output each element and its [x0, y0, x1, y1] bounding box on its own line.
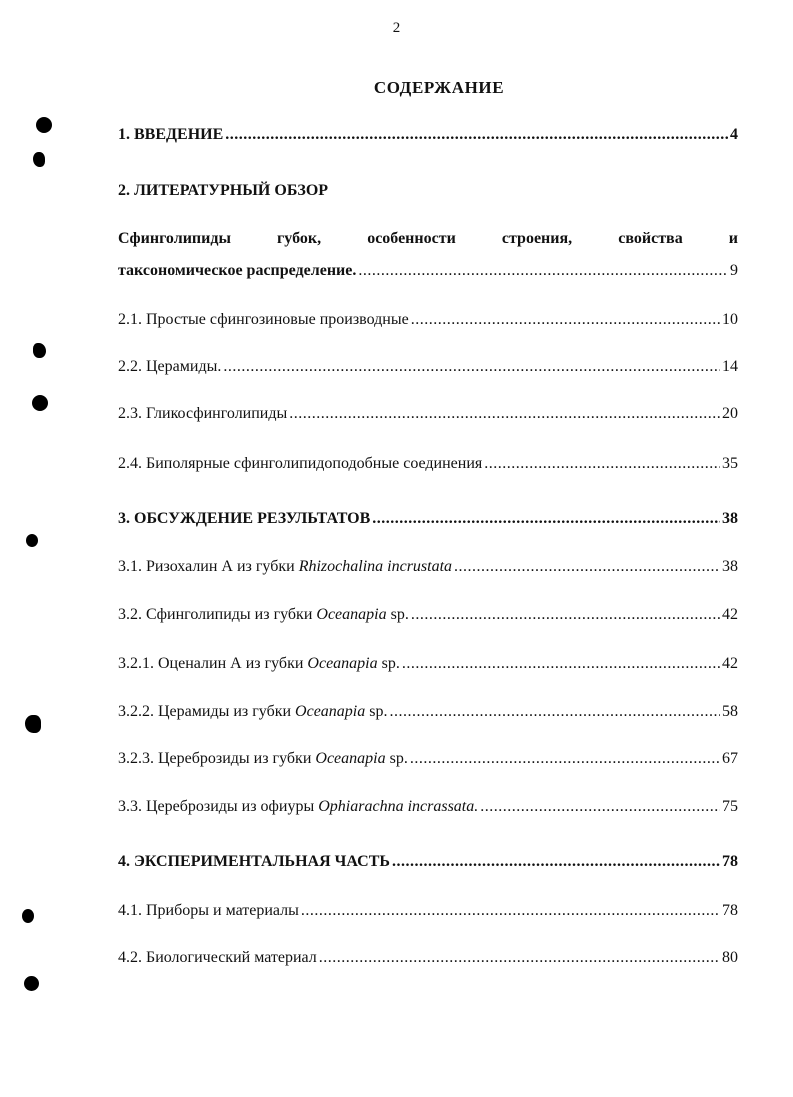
species-name: Oceanapia	[316, 606, 387, 623]
toc-label: 4.1. Приборы и материалы	[118, 902, 299, 919]
toc-label: 4. ЭКСПЕРИМЕНТАЛЬНАЯ ЧАСТЬ	[118, 853, 390, 870]
toc-entry-4-1[interactable]	[118, 902, 738, 920]
toc-entry-3-2[interactable]	[118, 606, 738, 624]
toc-entry-2-4[interactable]	[118, 455, 738, 473]
toc-entry-introduction[interactable]	[118, 126, 738, 144]
leader-dots	[411, 311, 720, 329]
toc-label: 3.2.2. Церамиды из губки Oceanapia sp.	[118, 703, 388, 720]
leader-dots	[301, 902, 720, 920]
toc-page: 35	[722, 455, 738, 472]
toc-label: 3.2.1. Оценалин А из губки Oceanapia sp.	[118, 655, 400, 672]
toc-label: 2.4. Биполярные сфинголипидоподобные соединения	[118, 455, 483, 472]
toc-entry-3-2-1[interactable]	[118, 655, 738, 673]
toc-entry-2-3[interactable]	[118, 405, 738, 423]
toc-page: 14	[722, 358, 738, 375]
toc-page: 4	[730, 126, 738, 143]
scan-mark-2	[33, 343, 46, 358]
toc-label: 3.3. Цереброзиды из офиуры Ophiarachna incrassata.	[118, 798, 479, 815]
toc-entry-experimental[interactable]	[118, 853, 738, 871]
word: и	[728, 230, 738, 247]
toc-entry-results-discussion[interactable]	[118, 510, 738, 528]
leader-dots	[410, 750, 720, 768]
species-name: Oceanapia	[295, 703, 366, 720]
toc-entry-2-1[interactable]	[118, 311, 738, 329]
toc-entry-3-2-3[interactable]	[118, 750, 738, 768]
toc-entry-3-1[interactable]	[118, 558, 738, 576]
species-name: Ophiarachna incrassata.	[318, 798, 479, 815]
word: строения,	[501, 230, 573, 247]
scan-mark-4	[25, 715, 41, 733]
leader-dots	[402, 655, 720, 673]
page-number: 2	[392, 20, 401, 36]
toc-page: 38	[722, 558, 738, 575]
toc-page: 20	[722, 405, 738, 422]
toc-entry-3-2-2[interactable]	[118, 703, 738, 721]
word: губок,	[277, 230, 322, 247]
toc-heading-literature-review: 2. ЛИТЕРАТУРНЫЙ ОБЗОР	[118, 182, 329, 199]
leader-dots	[372, 510, 720, 528]
toc-label: 3.2.3. Цереброзиды из губки Oceanapia sp.	[118, 750, 408, 767]
leader-dots	[389, 703, 720, 721]
toc-page: 42	[722, 655, 738, 672]
leader-dots	[484, 455, 720, 473]
toc-page: 78	[722, 853, 738, 870]
toc-page: 10	[722, 311, 738, 328]
toc-subtitle-line1	[118, 230, 738, 248]
leader-dots	[319, 949, 720, 967]
scan-mark-1	[33, 152, 45, 167]
leader-dots	[392, 853, 720, 871]
toc-label: 3. ОБСУЖДЕНИЕ РЕЗУЛЬТАТОВ	[118, 510, 371, 527]
leader-dots	[480, 798, 720, 816]
toc-label: 4.2. Биологический материал	[118, 949, 317, 966]
toc-label: 3.2. Сфинголипиды из губки Oceanapia sp.	[118, 606, 409, 623]
binder-hole-1	[36, 117, 52, 133]
leader-dots	[411, 606, 720, 624]
scan-mark-5	[22, 909, 34, 923]
toc-entry-2-2[interactable]	[118, 358, 738, 376]
toc-entry-subtitle[interactable]	[118, 262, 738, 280]
toc-label: 2.3. Гликосфинголипиды	[118, 405, 288, 422]
word: свойства	[618, 230, 683, 247]
toc-page: 58	[722, 703, 738, 720]
toc-label: 1. ВВЕДЕНИЕ	[118, 126, 224, 143]
word: Сфинголипиды	[118, 230, 231, 247]
toc-page: 67	[722, 750, 738, 767]
species-name: Oceanapia	[315, 750, 386, 767]
page-title: СОДЕРЖАНИЕ	[373, 78, 505, 97]
leader-dots	[289, 405, 720, 423]
toc-page: 80	[722, 949, 738, 966]
toc-label: 2.1. Простые сфингозиновые производные	[118, 311, 409, 328]
species-name: Oceanapia	[307, 655, 378, 672]
word: особенности	[367, 230, 456, 247]
toc-page: 9	[730, 262, 738, 279]
species-name: Rhizochalina incrustata	[298, 558, 453, 575]
leader-dots	[225, 126, 728, 144]
binder-hole-3	[24, 976, 39, 991]
toc-label: таксономическое распределение.	[118, 262, 357, 279]
toc-entry-3-3[interactable]	[118, 798, 738, 816]
toc-label: 3.1. Ризохалин А из губки Rhizochalina incrustata	[118, 558, 453, 575]
leader-dots	[358, 262, 728, 280]
toc-page: 38	[722, 510, 738, 527]
binder-hole-2	[32, 395, 48, 411]
scan-mark-3	[26, 534, 38, 547]
toc-page: 75	[722, 798, 738, 815]
toc-page: 78	[722, 902, 738, 919]
toc-label: 2.2. Церамиды.	[118, 358, 222, 375]
toc-entry-4-2[interactable]	[118, 949, 738, 967]
leader-dots	[454, 558, 720, 576]
leader-dots	[223, 358, 720, 376]
toc-page: 42	[722, 606, 738, 623]
